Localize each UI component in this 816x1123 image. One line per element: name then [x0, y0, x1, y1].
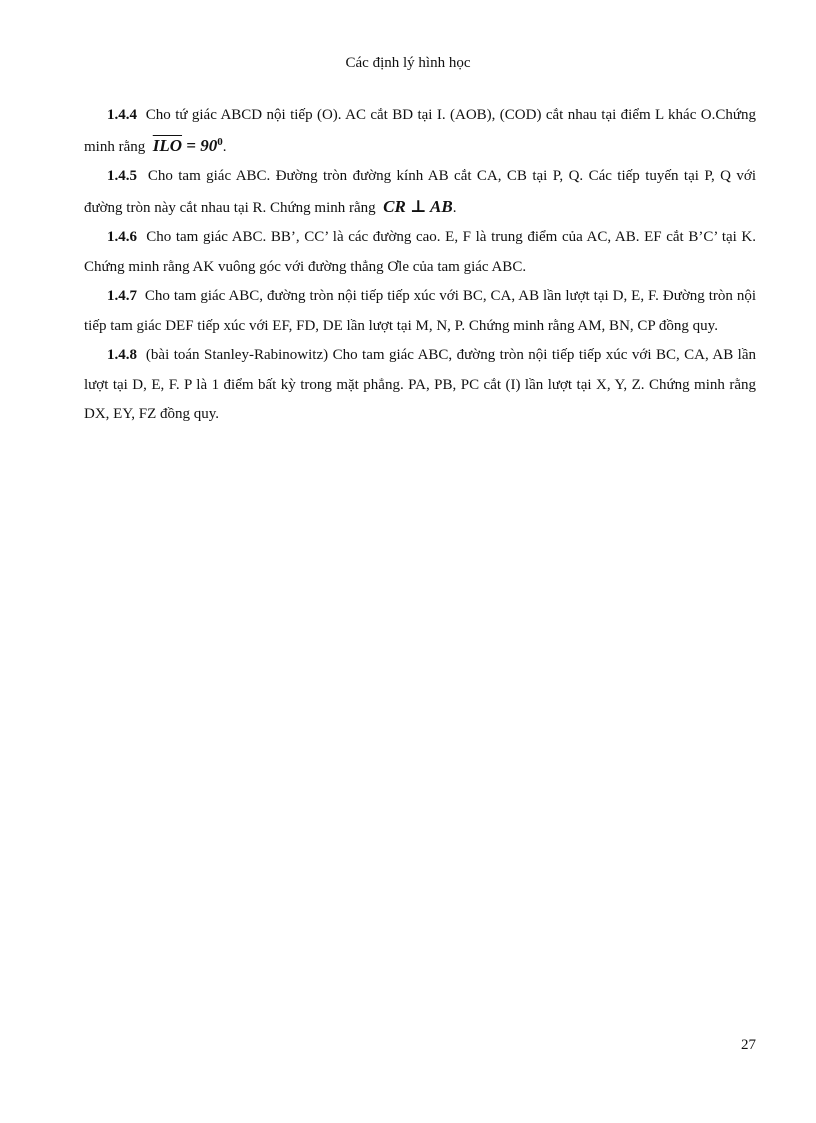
- problem-text: Cho tam giác ABC, đường tròn nội tiếp tiếp xúc với BC, CA, AB lần lượt tại D, E, F. Đường tròn nội tiếp tam giác DEF tiếp xúc với EF, FD, DE lần lượt tại M, N, P. Chứng minh rằng AM, BN, CP đồng quy.: [84, 288, 757, 334]
- problem-1-4-5: [84, 162, 756, 223]
- angle-value: 90: [200, 135, 218, 155]
- problem-number: 1.4.6: [107, 229, 137, 245]
- problem-1-4-4: [84, 101, 756, 162]
- equals-sign: =: [182, 135, 201, 155]
- degree-superscript: 0: [217, 135, 223, 148]
- math-expression: CR ⊥ AB: [383, 196, 453, 216]
- problem-1-4-6: [84, 223, 756, 282]
- problem-text: Cho tứ giác ABCD nội tiếp (O). AC cắt BD tại I. (AOB), (COD) cắt nhau tại điểm L khác O.Chứng minh rằng: [84, 107, 756, 155]
- problem-list: [84, 101, 756, 430]
- problem-1-4-8: [84, 341, 756, 430]
- problem-1-4-7: [84, 282, 756, 341]
- problem-text: Cho tam giác ABC. BB’, CC’ là các đường cao. E, F là trung điểm của AC, AB. EF cắt B’C’ tại K. Chứng minh rằng AK vuông góc với đường thẳng Ơle của tam giác ABC.: [84, 229, 757, 275]
- problem-number: 1.4.8: [107, 347, 137, 363]
- angle-ilo: $\overline{ILO}$: [152, 135, 183, 155]
- problem-number: 1.4.4: [107, 107, 137, 123]
- problem-text: Cho tam giác ABC. Đường tròn đường kính AB cắt CA, CB tại P, Q. Các tiếp tuyến tại P, Q với đường tròn này cắt nhau tại R. Chứng minh rằng: [84, 168, 757, 216]
- problem-text-end: .: [222, 138, 227, 155]
- page-number: 27: [741, 1037, 756, 1053]
- page-header-title: Các định lý hình học: [345, 55, 471, 71]
- problem-number: 1.4.7: [107, 288, 137, 304]
- problem-text: (bài toán Stanley-Rabinowitz) Cho tam giác ABC, đường tròn nội tiếp tiếp xúc với BC, CA, AB lần lượt tại D, E, F. P là 1 điểm bất kỳ trong mặt phẳng. PA, PB, PC cắt (I) lần lượt tại X, Y, Z. Chứng minh rằng DX, EY, FZ đồng quy.: [84, 347, 756, 422]
- problem-text-end: .: [452, 199, 457, 216]
- math-expression: [153, 136, 223, 155]
- problem-number: 1.4.5: [107, 168, 137, 184]
